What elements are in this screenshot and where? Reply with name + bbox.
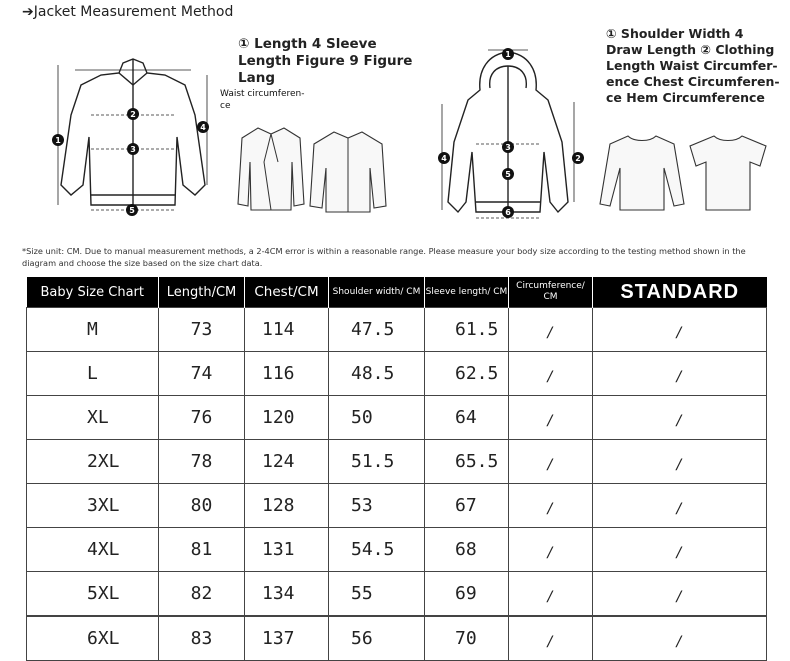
cell-chest: 128 xyxy=(245,484,329,528)
table-row xyxy=(27,352,767,396)
cell-shoulder: 48.5 xyxy=(329,352,425,396)
header-standard: STANDARD xyxy=(593,277,767,308)
table-row xyxy=(27,528,767,572)
cell-length: 82 xyxy=(159,572,245,617)
cell-standard: / xyxy=(593,396,767,440)
cell-chest: 131 xyxy=(245,528,329,572)
cell-sleeve: 68 xyxy=(425,528,509,572)
size-chart-table xyxy=(26,277,767,661)
cell-circumference: / xyxy=(509,308,593,352)
long-sleeve-tee-icon xyxy=(598,130,686,214)
header-circumference: Circumference/ CM xyxy=(509,277,593,308)
cell-shoulder: 55 xyxy=(329,572,425,617)
waist-note: Waist circumferen-ce xyxy=(220,89,305,111)
cell-standard: / xyxy=(593,308,767,352)
table-row xyxy=(27,616,767,661)
svg-text:4: 4 xyxy=(200,123,206,132)
cell-circumference: / xyxy=(509,484,593,528)
cell-sleeve: 62.5 xyxy=(425,352,509,396)
cell-size: 4XL xyxy=(27,528,159,572)
header-chest: Chest/CM xyxy=(245,277,329,308)
cell-length: 83 xyxy=(159,616,245,661)
jacket-diagram xyxy=(45,45,225,225)
cell-length: 74 xyxy=(159,352,245,396)
cell-size: XL xyxy=(27,396,159,440)
hoodie-diagram xyxy=(432,42,592,224)
cell-sleeve: 69 xyxy=(425,572,509,617)
cell-chest: 137 xyxy=(245,616,329,661)
cell-standard: / xyxy=(593,484,767,528)
header-length: Length/CM xyxy=(159,277,245,308)
cell-circumference: / xyxy=(509,528,593,572)
svg-text:4: 4 xyxy=(441,154,447,163)
cell-size: 2XL xyxy=(27,440,159,484)
size-note: *Size unit: CM. Due to manual measurement methods, a 2-4CM error is within a reasonable range. Please measure your body size according to the testing method shown in the diagram and choose the size based on the size chart data. xyxy=(22,246,746,268)
cell-chest: 134 xyxy=(245,572,329,617)
page-title: ➔Jacket Measurement Method xyxy=(22,4,234,20)
cell-size: 6XL xyxy=(27,616,159,661)
cell-circumference: / xyxy=(509,352,593,396)
cell-standard: / xyxy=(593,352,767,396)
svg-text:3: 3 xyxy=(130,145,136,154)
cell-circumference: / xyxy=(509,440,593,484)
cell-sleeve: 67 xyxy=(425,484,509,528)
cell-standard: / xyxy=(593,440,767,484)
cell-size: M xyxy=(27,308,159,352)
cell-size: 5XL xyxy=(27,572,159,617)
cell-chest: 116 xyxy=(245,352,329,396)
svg-text:6: 6 xyxy=(505,208,511,217)
header-sleeve: Sleeve length/ CM xyxy=(425,277,509,308)
cell-size: L xyxy=(27,352,159,396)
right-caption: ① Shoulder Width 4 Draw Length ② Clothing Length Waist Circumfer-ence Chest Circumferen-ce Hem Circumference xyxy=(606,26,780,105)
cell-shoulder: 56 xyxy=(329,616,425,661)
svg-text:2: 2 xyxy=(575,154,581,163)
cell-chest: 124 xyxy=(245,440,329,484)
short-sleeve-tee-icon xyxy=(686,132,770,214)
cell-size: 3XL xyxy=(27,484,159,528)
cell-length: 81 xyxy=(159,528,245,572)
cell-sleeve: 65.5 xyxy=(425,440,509,484)
cell-sleeve: 70 xyxy=(425,616,509,661)
cell-standard: / xyxy=(593,616,767,661)
cell-standard: / xyxy=(593,572,767,617)
cell-circumference: / xyxy=(509,396,593,440)
table-row xyxy=(27,484,767,528)
svg-text:1: 1 xyxy=(505,50,511,59)
cell-standard: / xyxy=(593,528,767,572)
shirt-icon xyxy=(306,128,390,214)
header-size: Baby Size Chart xyxy=(27,277,159,308)
cell-shoulder: 54.5 xyxy=(329,528,425,572)
cell-chest: 120 xyxy=(245,396,329,440)
cell-sleeve: 64 xyxy=(425,396,509,440)
svg-text:1: 1 xyxy=(55,136,61,145)
cell-shoulder: 47.5 xyxy=(329,308,425,352)
svg-text:5: 5 xyxy=(129,206,135,215)
cell-circumference: / xyxy=(509,616,593,661)
cell-length: 73 xyxy=(159,308,245,352)
svg-text:3: 3 xyxy=(505,143,511,152)
table-row xyxy=(27,308,767,352)
cell-sleeve: 61.5 xyxy=(425,308,509,352)
suit-jacket-icon xyxy=(236,122,306,214)
cell-shoulder: 50 xyxy=(329,396,425,440)
cell-shoulder: 53 xyxy=(329,484,425,528)
cell-shoulder: 51.5 xyxy=(329,440,425,484)
svg-text:5: 5 xyxy=(505,170,511,179)
cell-length: 78 xyxy=(159,440,245,484)
table-header-row xyxy=(27,277,767,308)
cell-length: 80 xyxy=(159,484,245,528)
left-caption: ① Length 4 Sleeve Length Figure 9 Figure Lang xyxy=(238,36,413,86)
table-row xyxy=(27,396,767,440)
svg-text:2: 2 xyxy=(130,110,136,119)
cell-length: 76 xyxy=(159,396,245,440)
header-shoulder: Shoulder width/ CM xyxy=(329,277,425,308)
cell-chest: 114 xyxy=(245,308,329,352)
table-row xyxy=(27,440,767,484)
table-row xyxy=(27,572,767,617)
cell-circumference: / xyxy=(509,572,593,617)
